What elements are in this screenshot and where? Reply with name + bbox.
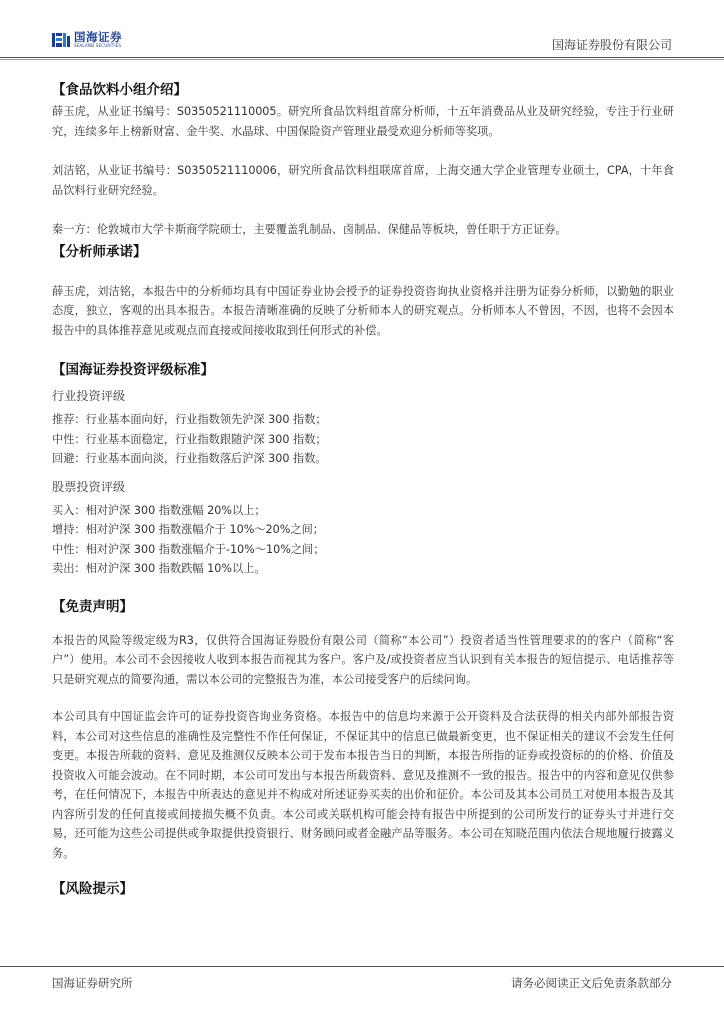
sealand-logo-icon [52, 31, 70, 49]
team-section-title: 【食品饮料小组介绍】 [52, 82, 187, 98]
pledge-section [52, 240, 674, 341]
document-body [52, 72, 674, 901]
risk-section [52, 877, 674, 901]
disclaimer-section-title: 【免责声明】 [52, 598, 133, 615]
stock-rating-item: 买入：相对沪深 300 指数涨幅 20%以上； [52, 503, 266, 517]
header-divider-secondary [0, 59, 724, 60]
industry-rating-item: 推荐：行业基本面向好，行业指数领先沪深 300 指数； [52, 413, 327, 426]
stock-rating-item: 卖出：相对沪深 300 指数跌幅 10%以上。 [52, 562, 266, 575]
rating-section [52, 358, 674, 579]
team-bio-xue: 薛玉虎，从业证书编号：S0350521110005。研究所食品饮料组首席分析师，十五年消费品从业及研究经验，专注于行业研究，连续多年上榜新财富、金牛奖、水晶球、中国保险资产管理业最受欢迎分析师等奖项。 [52, 105, 674, 138]
stock-rating-item: 中性：相对沪深 300 指数涨幅介于-10%～10%之间； [52, 542, 325, 556]
team-bio-liu: 刘洁铭，从业证书编号：S0350521110006，研究所食品饮料组联席首席，上海交通大学企业管理专业硕士，CPA，十年食品饮料行业研究经验。 [52, 164, 674, 197]
header-divider [0, 57, 724, 58]
disclaimer-paragraph-2: 本公司具有中国证监会许可的证券投资咨询业务资格。本报告中的信息均来源于公开资料及合法获得的相关内部外部报告资料，本公司对这些信息的准确性及完整性不作任何保证，不保证其中的信息已做最新变更，也不保证相关的建议不会发生任何变更。本报告所载的资料、意见及推测仅反映本公司于发布本报告当日的判断，本报告所指的证券或投资标的的价格、价值及投资收入可能会波动。在不同时期，本公司可发出与本报告所载资料、意见及推测不一致的报告。报告中的内容和意见仅供参考，在任何情况下，本报告中所表达的意见并不构成对所述证券买卖的出价和征价。本公司及其本公司员工对使用本报告及其内容所引发的任何直接或间接损失概不负责。本公司或关联机构可能会持有报告中所提到的公司所发行的证券头寸并进行交易，还可能为这些公司提供或争取提供投资银行、财务顾问或者金融产品等服务。本公司在知晓范围内依法合规地履行披露义务。 [52, 710, 674, 860]
pledge-text: 薛玉虎，刘洁铭，本报告中的分析师均具有中国证券业协会授予的证券投资咨询执业资格并注册为证券分析师，以勤勉的职业态度，独立，客观的出具本报告。本报告清晰准确的反映了分析师本人的研究观点。分析师本人不曾因，不因，也将不会因本报告中的具体推荐意见或观点而直接或间接收取到任何形式的补偿。 [52, 284, 674, 337]
team-bio-qin: 秦一方：伦敦城市大学卡斯商学院硕士，主要覆盖乳制品、卤制品、保健品等板块，曾任职于方正证券。 [52, 223, 567, 236]
logo-chinese-name: 国海证券 [74, 29, 122, 44]
industry-rating-label: 行业投资评级 [52, 389, 126, 403]
rating-section-title: 【国海证券投资评级标准】 [52, 362, 214, 378]
footer-divider [0, 966, 724, 967]
company-logo [52, 31, 122, 49]
disclaimer-paragraph-1: 本报告的风险等级定级为R3，仅供符合国海证券股份有限公司（简称“本公司”）投资者适当性管理要求的的客户（简称“客户”）使用。本公司不会因接收人收到本报告而视其为客户。客户及/或投资者应当认识到有关本报告的短信提示、电话推荐等只是研究观点的简要沟通，需以本公司的完整报告为准，本公司接受客户的后续问询。 [52, 633, 674, 686]
industry-rating-item: 回避：行业基本面向淡，行业指数落后沪深 300 指数。 [52, 452, 327, 465]
page-header [0, 0, 724, 60]
team-section [52, 78, 674, 240]
header-company-name: 国海证券股份有限公司 [551, 38, 672, 52]
stock-rating-item: 增持：相对沪深 300 指数涨幅介于 10%～20%之间； [52, 523, 324, 536]
footer-institute: 国海证券研究所 [52, 976, 133, 990]
disclaimer-section [52, 595, 674, 864]
pledge-section-title: 【分析师承诺】 [52, 243, 147, 260]
stock-rating-label: 股票投资评级 [52, 479, 126, 494]
footer-disclaimer-note: 请务必阅读正文后免责条款部分 [511, 976, 672, 990]
industry-rating-item: 中性：行业基本面稳定，行业指数跟随沪深 300 指数； [52, 432, 327, 446]
risk-section-title: 【风险提示】 [52, 881, 133, 897]
industry-rating-list [52, 410, 674, 469]
stock-rating-list [52, 501, 674, 579]
logo-english-name: SEALAND SECURITIES [74, 43, 122, 49]
